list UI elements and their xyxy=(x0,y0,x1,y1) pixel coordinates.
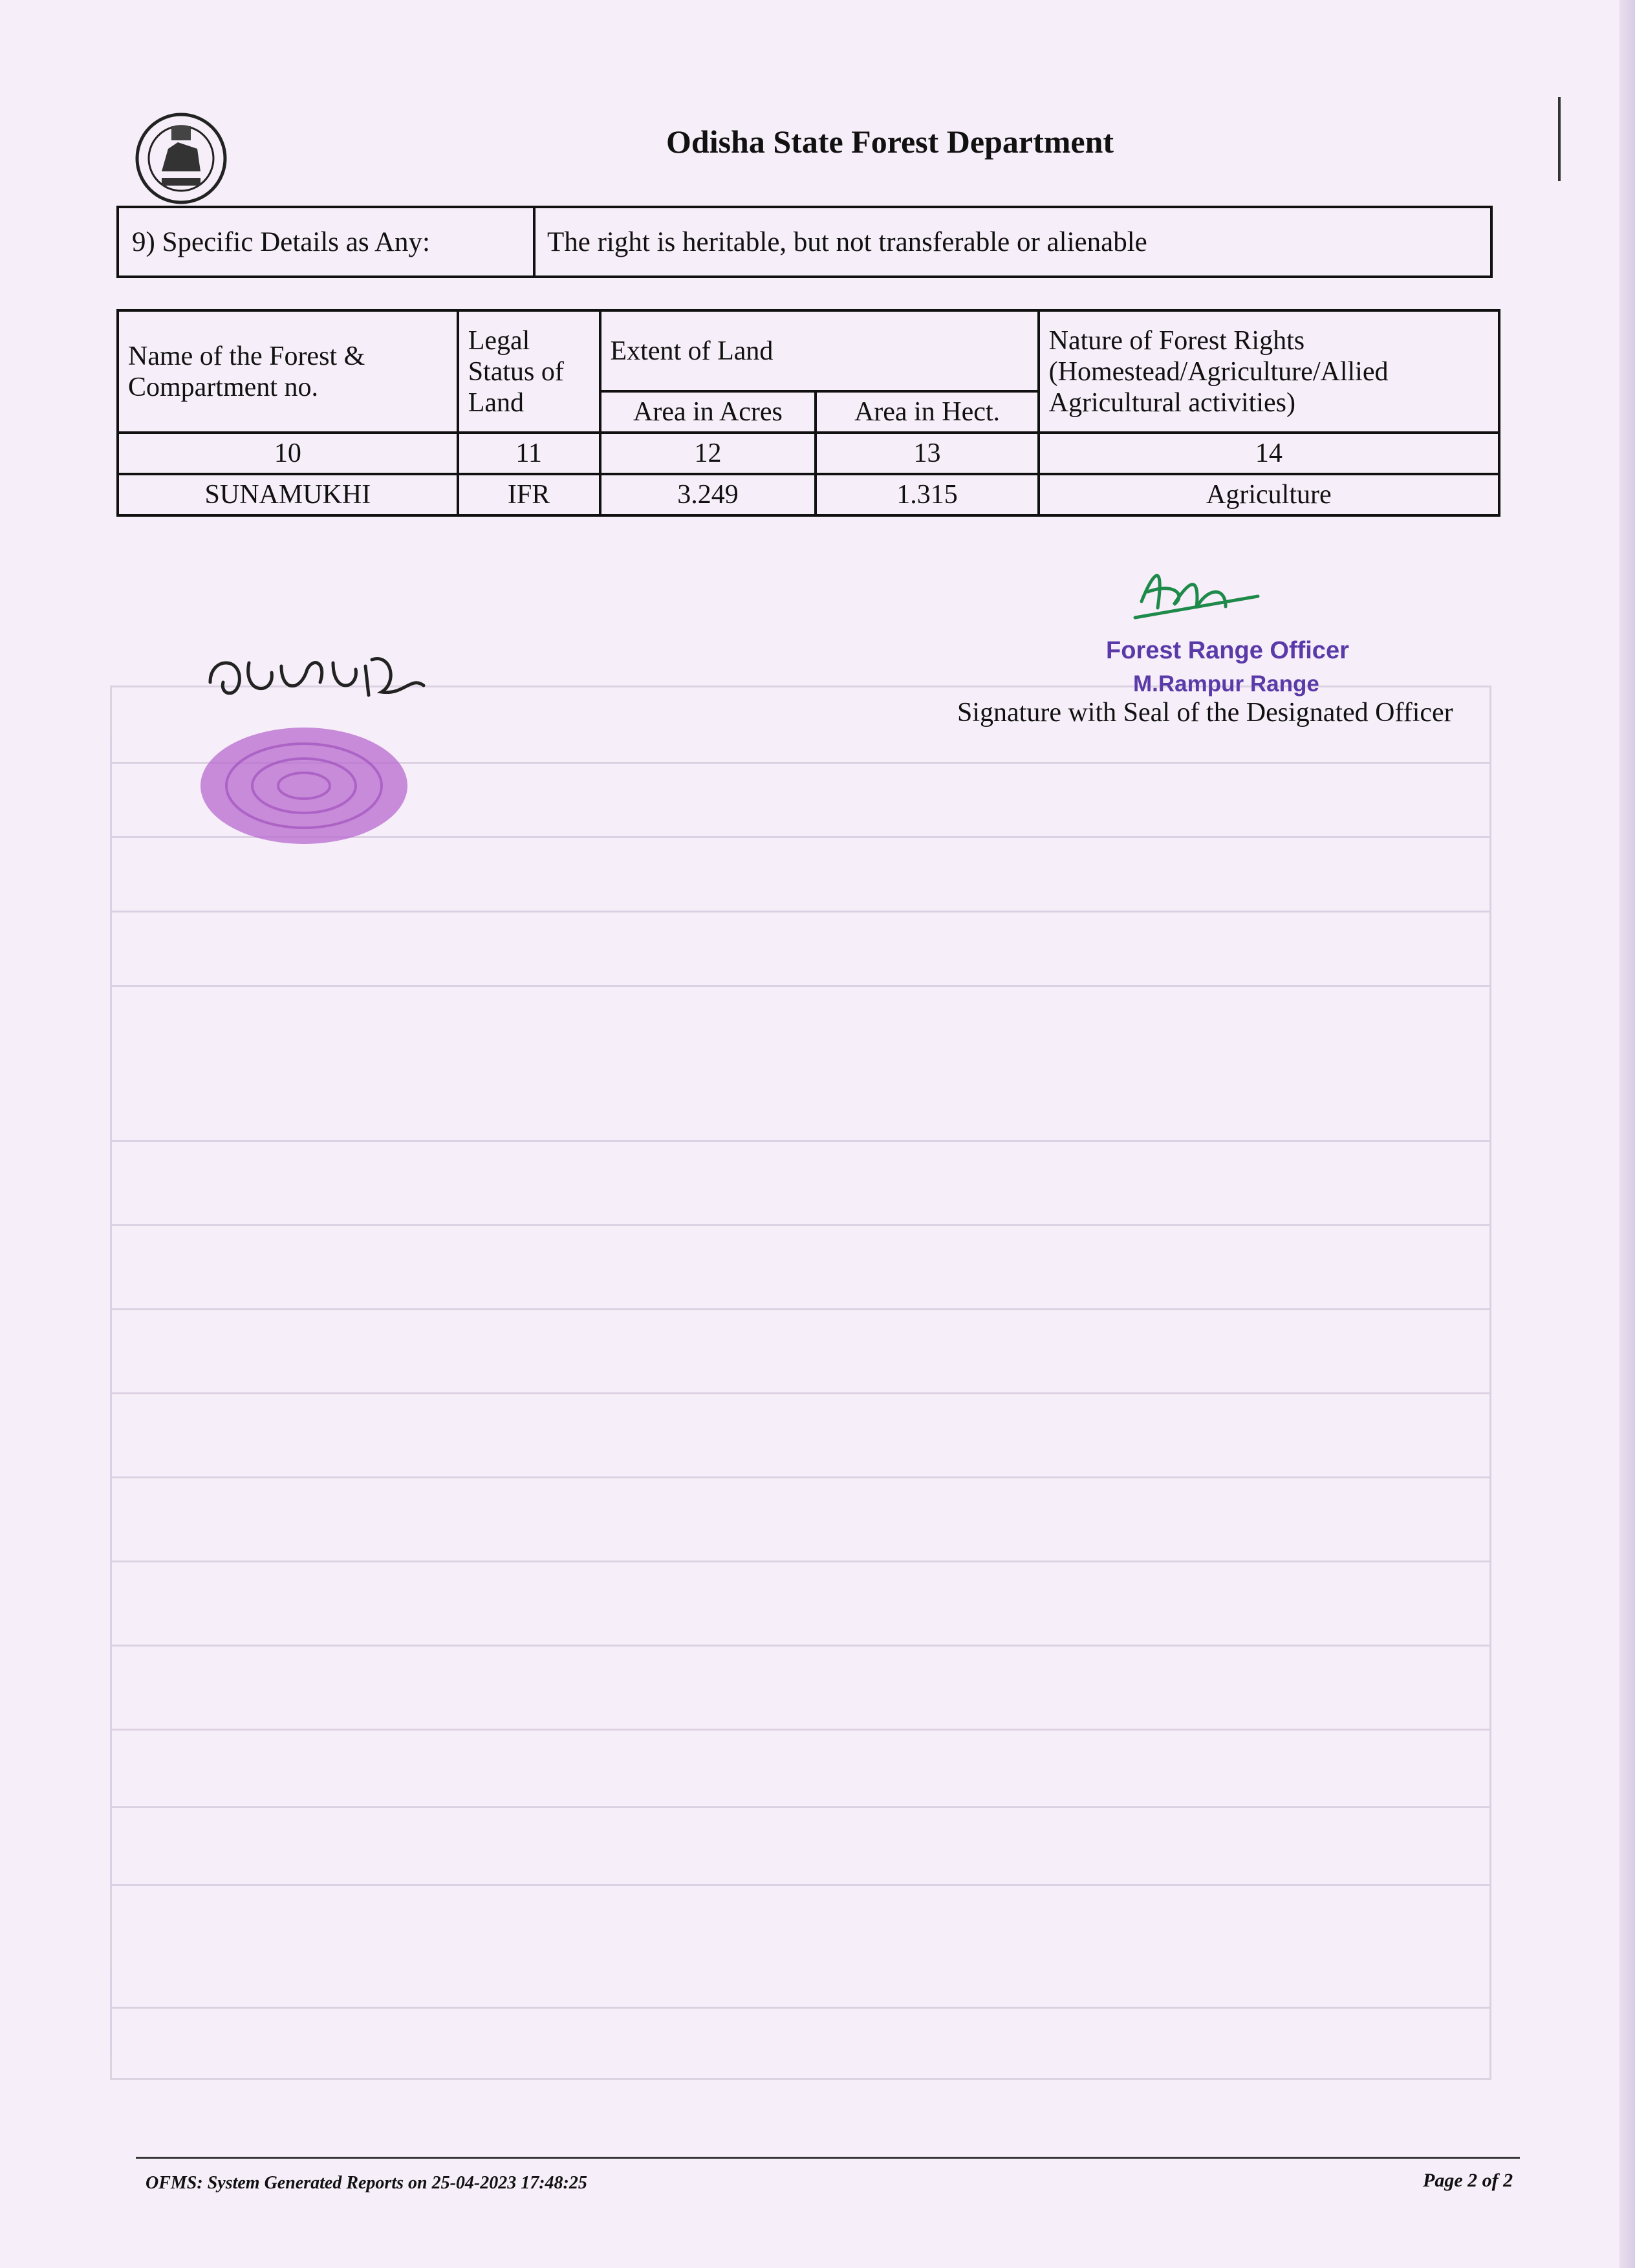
column-number: 14 xyxy=(1039,433,1499,474)
header-forest-name: Name of the Forest & Compartment no. xyxy=(118,310,458,433)
header-extent-of-land: Extent of Land xyxy=(600,310,1039,391)
header-nature-of-rights: Nature of Forest Rights (Homestead/Agriculture/Allied Agricultural activities) xyxy=(1039,310,1499,433)
header-legal-status: Legal Status of Land xyxy=(458,310,600,433)
bleed-through-table xyxy=(110,686,1491,2080)
page-title: Odisha State Forest Department xyxy=(666,124,1114,160)
forest-name-cell: SUNAMUKHI xyxy=(118,474,458,515)
thumb-impression-icon xyxy=(194,721,414,850)
area-acres-cell: 3.249 xyxy=(600,474,816,515)
odisha-emblem-icon xyxy=(133,110,230,207)
footer-generated-note: OFMS: System Generated Reports on 25-04-2023 17:48:25 xyxy=(146,2173,587,2193)
table-row xyxy=(118,474,1499,515)
column-number: 10 xyxy=(118,433,458,474)
nature-of-rights-cell: Agriculture xyxy=(1039,474,1499,515)
header-area-hect: Area in Hect. xyxy=(816,391,1038,433)
specific-details-label: 9) Specific Details as Any: xyxy=(119,208,536,275)
column-number: 12 xyxy=(600,433,816,474)
signature-caption: Signature with Seal of the Designated Officer xyxy=(957,698,1453,728)
seal-designation: Forest Range Officer xyxy=(1106,637,1349,664)
page-edge xyxy=(1619,0,1635,2268)
header-area-acres: Area in Acres xyxy=(600,391,816,433)
specific-details-row xyxy=(116,206,1493,278)
specific-details-value: The right is heritable, but not transferable or alienable xyxy=(547,226,1147,257)
land-details-table xyxy=(116,309,1500,517)
footer-page-number: Page 2 of 2 xyxy=(1423,2170,1513,2191)
column-number: 13 xyxy=(816,433,1038,474)
seal-range: M.Rampur Range xyxy=(1133,671,1319,697)
officer-signature-icon xyxy=(1129,556,1271,627)
area-hect-cell: 1.315 xyxy=(816,474,1038,515)
pen-mark-icon xyxy=(1555,97,1563,181)
legal-status-cell: IFR xyxy=(458,474,600,515)
handwritten-signature-icon xyxy=(204,637,437,708)
footer-divider xyxy=(136,2157,1520,2159)
column-number: 11 xyxy=(458,433,600,474)
